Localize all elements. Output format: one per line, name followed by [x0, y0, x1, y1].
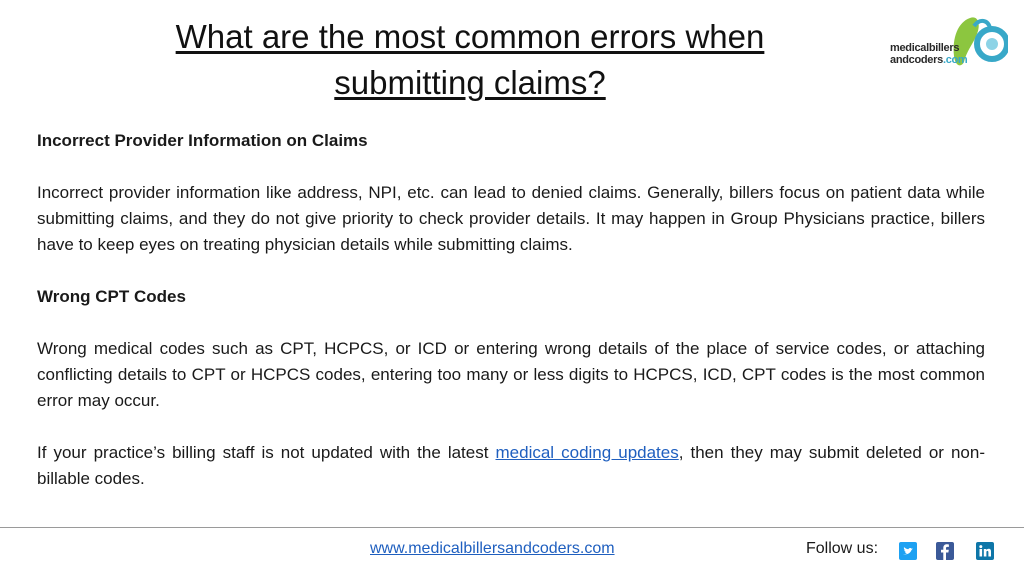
paragraph-cpt-codes: Wrong medical codes such as CPT, HCPCS, or ICD or entering wrong details of the place of service codes, or attaching conflicting details to CPT or HCPCS codes, entering too many or less digits to HCPCS, ICD, CPT codes is the most common error may occur. [37, 339, 985, 410]
company-logo [890, 12, 1014, 74]
paragraph-coding-updates-text-after: , then they may submit deleted or non-billable codes. [37, 443, 985, 488]
main-content [37, 128, 985, 492]
spacer [37, 414, 985, 440]
logo-wordmark-line-2 [890, 54, 967, 66]
page-title-line-1: What are the most common errors when [175, 18, 765, 55]
twitter-icon[interactable] [899, 542, 917, 560]
paragraph-provider-info: Incorrect provider information like address, NPI, etc. can lead to denied claims. Generally, billers focus on patient data while submitting claims, and they do not give priority to check provider details. It may happen in Group Physicians practice, billers have to keep eyes on treating physician details while submitting claims. [37, 183, 985, 254]
follow-us-label: Follow us: [806, 540, 879, 557]
spacer [37, 310, 985, 336]
footer-divider [0, 527, 1024, 528]
paragraph-coding-updates-text-before: If your practice’s billing staff is not updated with the latest [37, 443, 496, 462]
logo-wordmark-line-1: medicalbillers [890, 42, 960, 54]
website-link[interactable]: www.medicalbillersandcoders.com [370, 540, 615, 557]
section-heading-provider-info: Incorrect Provider Information on Claims [37, 131, 368, 150]
logo-wordmark-domain: .com [942, 54, 968, 66]
page-title [120, 14, 820, 106]
facebook-icon[interactable] [936, 542, 954, 560]
spacer [37, 154, 985, 180]
logo-wordmark-name: andcoders [890, 54, 943, 66]
medical-coding-updates-link[interactable]: medical coding updates [495, 443, 679, 462]
paragraph-coding-updates [37, 440, 985, 492]
linkedin-icon[interactable] [976, 542, 994, 560]
spacer [37, 258, 985, 284]
logo-wordmark [890, 42, 967, 66]
section-heading-cpt-codes: Wrong CPT Codes [37, 287, 186, 306]
page-title-line-2: submitting claims? [334, 64, 606, 101]
